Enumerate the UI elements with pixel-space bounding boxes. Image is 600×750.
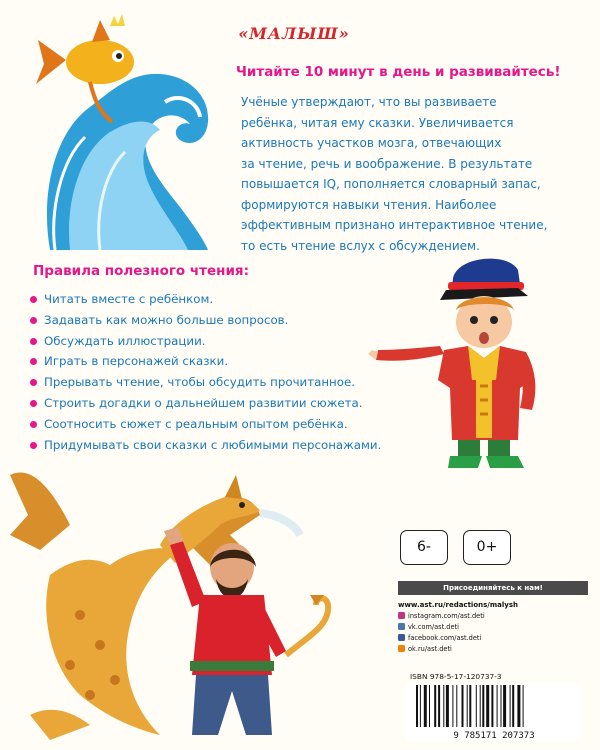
barcode-bar xyxy=(438,685,440,727)
intro-line: формируются навыки чтения. Наиболее xyxy=(241,197,497,212)
barcode-bar xyxy=(501,685,502,727)
rule-item xyxy=(28,372,388,393)
barcode-bar xyxy=(456,685,457,727)
social-link-text: ok.ru/ast.deti xyxy=(408,645,452,653)
intro-line: Учёные утверждают, что вы развиваете xyxy=(241,95,497,109)
rule-text: Строить догадки о дальнейшем развитии сюжета. xyxy=(44,395,363,410)
bullet-icon xyxy=(30,296,37,303)
barcode-bar xyxy=(434,685,436,727)
rule-text: Задавать как можно больше вопросов. xyxy=(44,312,289,327)
ok-icon xyxy=(398,645,405,652)
intro-line: то есть чтение вслух с обсуждением. xyxy=(241,238,480,253)
barcode-bar xyxy=(416,685,418,727)
social-link-facebook[interactable] xyxy=(398,633,588,644)
barcode-bar xyxy=(420,685,421,727)
bullet-icon xyxy=(30,379,37,386)
barcode-bar xyxy=(452,685,453,727)
barcode-bar xyxy=(503,685,506,727)
barcode-bar xyxy=(517,685,520,727)
rule-item xyxy=(28,414,388,435)
intro-line: активность участков мозга, отвечающих xyxy=(241,136,502,150)
rule-text: Соотносить сюжет с реальным опытом ребёнка. xyxy=(44,416,348,431)
rule-item xyxy=(28,435,388,456)
rule-item xyxy=(28,289,388,310)
bullet-icon xyxy=(30,317,37,324)
join-us-banner: Присоединяйтесь к нам! xyxy=(398,581,588,595)
bullet-icon xyxy=(30,400,37,407)
social-link-vk[interactable] xyxy=(398,622,588,633)
barcode-bar xyxy=(469,685,471,727)
rule-item xyxy=(28,393,388,414)
barcode-bar xyxy=(497,685,498,727)
bullet-icon xyxy=(30,338,37,345)
barcode-digits: 9 785171 207373 xyxy=(453,731,535,741)
boy-character-illustration xyxy=(368,250,593,472)
rule-item xyxy=(28,351,388,372)
social-link-text: vk.com/ast.deti xyxy=(408,623,459,631)
website-link[interactable]: www.ast.ru/redactions/malysh xyxy=(398,601,518,609)
headline: Читайте 10 минут в день и развивайтесь! xyxy=(236,64,561,80)
rule-text: Прерывать чтение, чтобы обсудить прочитанное. xyxy=(44,375,355,390)
vk-icon xyxy=(398,623,405,630)
barcode-bar xyxy=(491,685,493,727)
barcode-bar xyxy=(424,685,427,727)
rule-item xyxy=(28,310,388,331)
rules-title: Правила полезного чтения: xyxy=(33,263,249,279)
bullet-icon xyxy=(30,442,37,449)
social-link-ok[interactable] xyxy=(398,644,588,655)
barcode-bar xyxy=(462,685,464,727)
barcode-bar xyxy=(486,685,489,727)
social-link-instagram[interactable] xyxy=(398,611,588,622)
barcode xyxy=(406,683,582,741)
rule-text: Играть в персонажей сказки. xyxy=(44,354,229,369)
social-links-panel xyxy=(398,581,588,655)
instagram-icon xyxy=(398,612,405,619)
intro-line: ребёнка, читая ему сказки. Увеличивается xyxy=(241,115,514,130)
barcode-bar xyxy=(429,685,430,727)
rule-text: Обсуждать иллюстрации. xyxy=(44,333,206,348)
facebook-icon xyxy=(398,634,405,641)
intro-line: за чтение, речь и воображение. В результате xyxy=(241,156,533,171)
publisher-logo: «МАЛЫШ» xyxy=(238,24,350,43)
age-rating-badge: 6- xyxy=(400,530,448,565)
barcode-bar xyxy=(467,685,468,727)
intro-line: эффективным признано интерактивное чтение, xyxy=(241,218,548,232)
barcode-bar xyxy=(443,685,444,727)
barcode-bar xyxy=(446,685,449,727)
barcode-bar xyxy=(476,685,477,727)
rule-text: Придумывать свои сказки с любимыми персонажами. xyxy=(44,437,382,452)
intro-line: повышается IQ, пополняется словарный запас, xyxy=(241,177,541,191)
bullet-icon xyxy=(30,358,37,365)
barcode-bar xyxy=(480,685,481,727)
age-rating-badge: 0+ xyxy=(463,530,511,565)
barcode-bar xyxy=(482,685,484,727)
goldfish-wave-illustration xyxy=(30,12,220,252)
social-link-text: facebook.com/ast.deti xyxy=(408,634,482,642)
rules-list xyxy=(28,289,388,455)
isbn-label: ISBN 978-5-17-120737-3 xyxy=(410,672,502,681)
social-link-text: instagram.com/ast.deti xyxy=(408,612,485,620)
barcode-bar xyxy=(523,685,524,727)
dragon-warrior-illustration xyxy=(10,455,350,745)
rule-item xyxy=(28,331,388,352)
barcode-bar xyxy=(510,685,511,727)
barcode-bar xyxy=(512,685,514,727)
rule-text: Читать вместе с ребёнком. xyxy=(44,292,214,306)
bullet-icon xyxy=(30,421,37,428)
intro-paragraph xyxy=(241,92,591,256)
